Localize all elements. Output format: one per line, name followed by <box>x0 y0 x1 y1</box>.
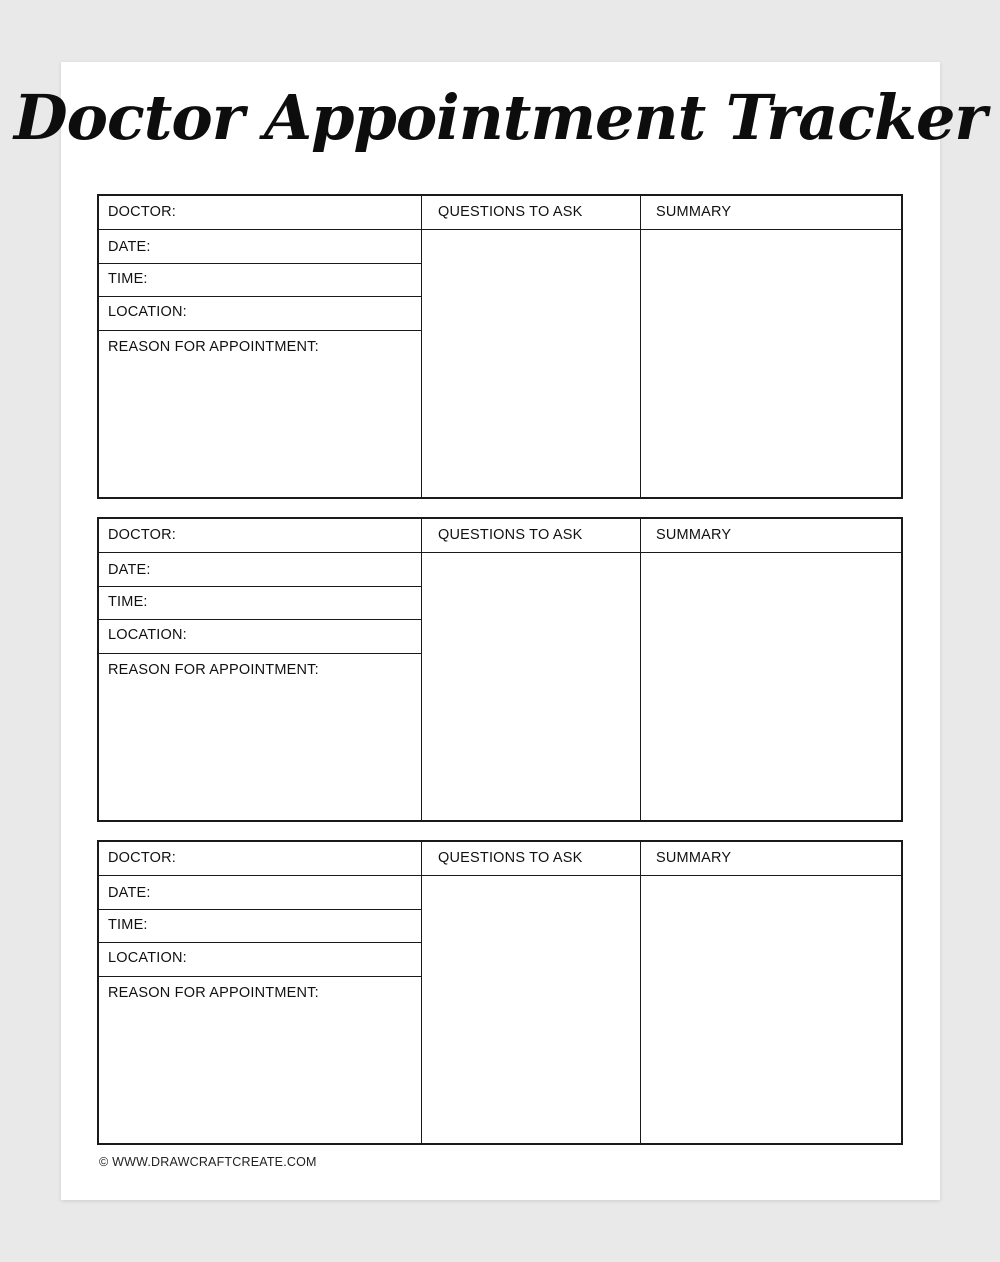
summary-label: SUMMARY <box>656 850 732 866</box>
questions-to-ask-label: QUESTIONS TO ASK <box>438 204 583 220</box>
row-divider <box>99 263 421 264</box>
copyright-footer: © WWW.DRAWCRAFTCREATE.COM <box>99 1155 317 1169</box>
column-divider <box>640 842 641 1143</box>
row-divider <box>99 619 421 620</box>
questions-to-ask-label: QUESTIONS TO ASK <box>438 850 583 866</box>
column-divider <box>640 196 641 497</box>
date-label: DATE: <box>108 885 151 901</box>
location-label: LOCATION: <box>108 950 187 966</box>
column-divider <box>421 842 422 1143</box>
header-divider <box>99 229 901 230</box>
date-label: DATE: <box>108 239 151 255</box>
row-divider <box>99 586 421 587</box>
doctor-label: DOCTOR: <box>108 850 176 866</box>
summary-label: SUMMARY <box>656 204 732 220</box>
row-divider <box>99 976 421 977</box>
doctor-label: DOCTOR: <box>108 527 176 543</box>
date-label: DATE: <box>108 562 151 578</box>
location-label: LOCATION: <box>108 627 187 643</box>
time-label: TIME: <box>108 917 148 933</box>
appointment-tracker-1 <box>97 194 903 499</box>
header-divider <box>99 875 901 876</box>
column-divider <box>421 519 422 820</box>
row-divider <box>99 296 421 297</box>
summary-label: SUMMARY <box>656 527 732 543</box>
row-divider <box>99 653 421 654</box>
reason-for-appointment-label: REASON FOR APPOINTMENT: <box>108 662 319 678</box>
location-label: LOCATION: <box>108 304 187 320</box>
header-divider <box>99 552 901 553</box>
row-divider <box>99 942 421 943</box>
reason-for-appointment-label: REASON FOR APPOINTMENT: <box>108 985 319 1001</box>
doctor-label: DOCTOR: <box>108 204 176 220</box>
row-divider <box>99 909 421 910</box>
appointment-tracker-2 <box>97 517 903 822</box>
column-divider <box>640 519 641 820</box>
row-divider <box>99 330 421 331</box>
page-title: Doctor Appointment Tracker <box>13 81 987 154</box>
reason-for-appointment-label: REASON FOR APPOINTMENT: <box>108 339 319 355</box>
questions-to-ask-label: QUESTIONS TO ASK <box>438 527 583 543</box>
column-divider <box>421 196 422 497</box>
time-label: TIME: <box>108 271 148 287</box>
appointment-tracker-3 <box>97 840 903 1145</box>
time-label: TIME: <box>108 594 148 610</box>
